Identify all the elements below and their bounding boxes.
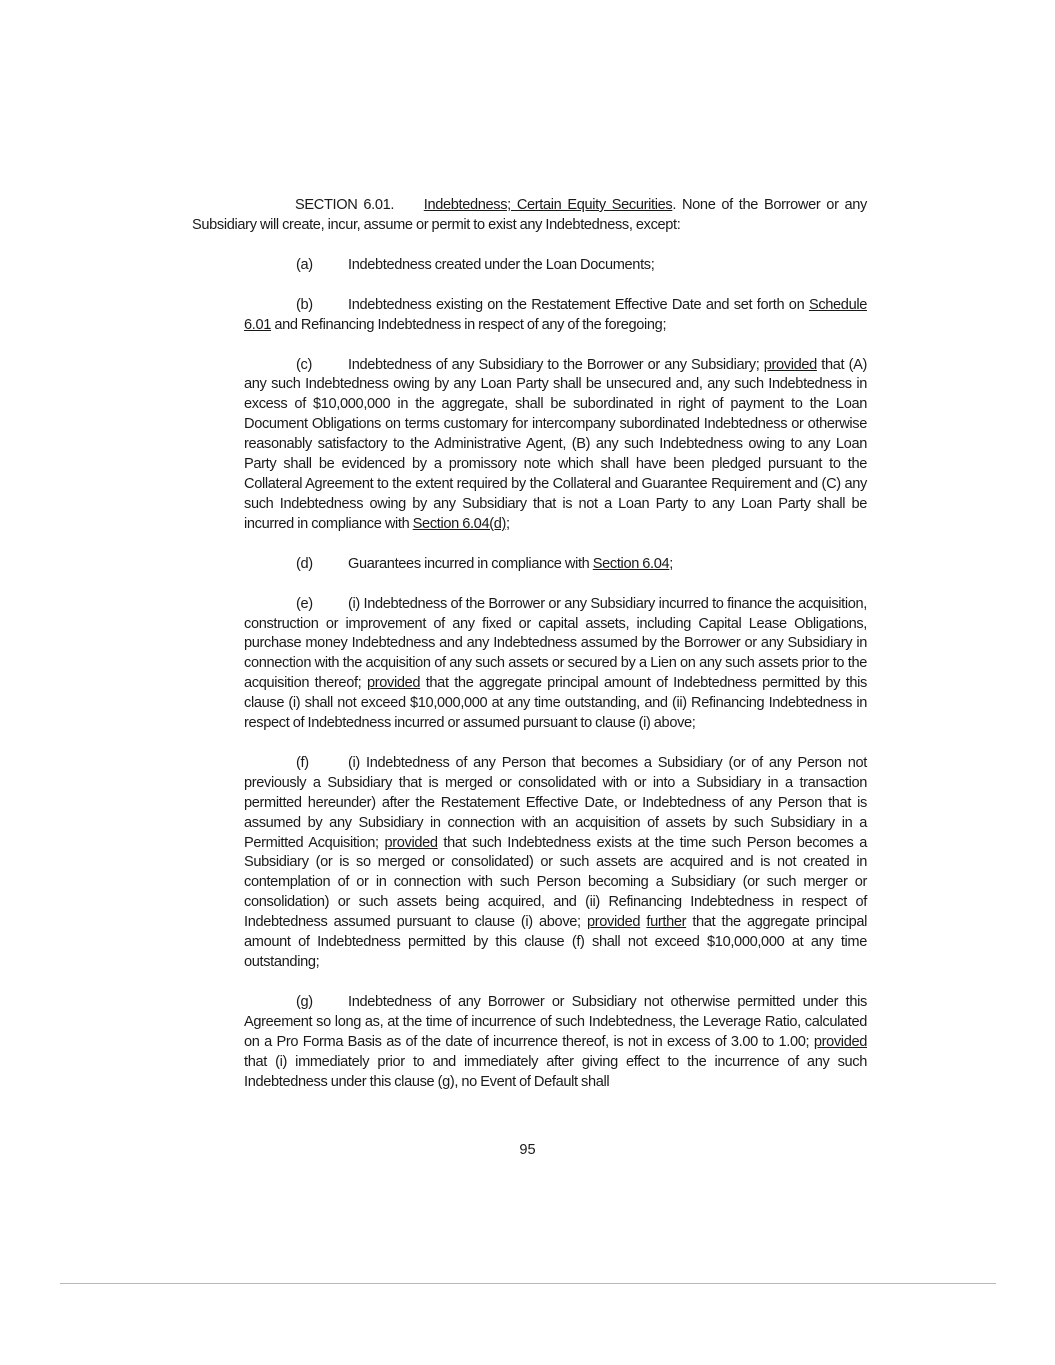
clause-f-label: (f) (296, 754, 309, 771)
section-intro: . None of the Borrower or any Subsidiary will create, incur, assume or permit to exist any Indebtedness, except: (192, 197, 867, 233)
clause-d-text-2: ; (669, 555, 674, 572)
clause-b-schedule-ref: Schedule 6.01 (244, 296, 867, 333)
clause-e-provided: provided (366, 675, 421, 692)
clause-e-text-1: (i) Indebtedness of the Borrower or any Subsidiary incurred to finance the acquisition, construction or improvement of any fixed or capital assets, including Capital Lease Obligations, purchase money Indebtedness and any Indebtedness assumed by the Borrower or any Subsidiary in connection with the acquisition of any such assets or secured by a Lien on any such assets prior to the acquisition thereof; (244, 595, 867, 692)
clause-c-section-ref: Section 6.04(d) (412, 515, 506, 532)
clause-g-text-2: that (i) immediately prior to and immediately after giving effect to the incurrence of any such Indebtedness under this clause (g), no Event of Default shall (244, 1053, 867, 1090)
clause-b (244, 296, 867, 336)
clause-f-text-1: (i) Indebtedness of any Person that becomes a Subsidiary (or of any Person not previously a Subsidiary that is merged or consolidated with or into a Subsidiary in a transaction permitted hereunder) after the Restatement Effective Date, or Indebtedness of any Person that is assumed by any Subsidiary in connection with an acquisition of assets by such Subsidiary in a Permitted Acquisition; (244, 754, 867, 851)
document-body (192, 196, 867, 1112)
clause-d (244, 555, 867, 575)
clause-c-text-3: ; (506, 515, 510, 532)
clause-b-text-2: and Refinancing Indebtedness in respect of any of the foregoing; (271, 316, 667, 333)
footer-divider (60, 1283, 996, 1284)
clause-c (244, 356, 867, 535)
clause-c-text-1: Indebtedness of any Subsidiary to the Borrower or any Subsidiary; (348, 356, 764, 373)
clause-b-label: (b) (296, 296, 313, 313)
clause-a (244, 256, 867, 276)
clause-g-label: (g) (296, 993, 313, 1010)
clause-a-label: (a) (296, 256, 313, 273)
clause-e (244, 595, 867, 734)
clause-g-text-1: Indebtedness of any Borrower or Subsidiary not otherwise permitted under this Agreement so long as, at the time of incurrence of such Indebtedness, the Leverage Ratio, calculated on a Pro Forma Basis as of the date of incurrence thereof, is not in excess of 3.00 to 1.00; (244, 993, 867, 1050)
clause-b-text-1: Indebtedness existing on the Restatement Effective Date and set forth on (348, 296, 809, 313)
clause-c-label: (c) (296, 356, 312, 373)
clause-f-provided-2: provided (586, 914, 641, 931)
clause-f (244, 754, 867, 973)
clause-d-label: (d) (296, 555, 313, 572)
clause-g (244, 993, 867, 1093)
section-title: Indebtedness; Certain Equity Securities (423, 197, 673, 213)
clause-d-section-ref: Section 6.04 (592, 555, 670, 572)
clause-f-text-4: that the aggregate principal amount of Indebtedness permitted by this clause (f) shall not exceed $10,000,000 at any time outstanding; (244, 914, 867, 970)
clause-c-provided: provided (763, 356, 817, 373)
clause-e-text-2: that the aggregate principal amount of Indebtedness permitted by this clause (i) shall not exceed $10,000,000 at any time outstanding, and (ii) Refinancing Indebtedness in respect of Indebtedness incurred or assumed pursuant to clause (i) above; (244, 675, 868, 732)
clause-e-label: (e) (296, 595, 313, 612)
clause-f-provided: provided (384, 834, 438, 851)
section-number: SECTION 6.01. (295, 197, 395, 213)
clause-c-text-2: that (A) any such Indebtedness owing by any Loan Party shall be unsecured and, any such Indebtedness in excess of $10,000,000 in the aggregate, shall be subordinated in right of payment to the Loan Document Obligations on terms customary for intercompany subordinated Indebtedness or otherwise reasonably satisfactory to the Administrative Agent, (B) any such Indebtedness owing to any Loan Party shall be evidenced by a promissory note which shall have been pledged pursuant to the Collateral Agreement to the extent required by the Collateral and Guarantee Requirement and (C) any such Indebtedness owing by any Subsidiary that is not a Loan Party to any Loan Party shall be incurred in compliance with (244, 356, 867, 532)
clause-f-text-2: that such Indebtedness exists at the time such Person becomes a Subsidiary (or is so merged or consolidated) or such assets are acquired and is not created in contemplation of or in connection with such Person becoming a Subsidiary (or such merger or consolidation) or such assets being acquired, and (ii) Refinancing Indebtedness in respect of Indebtedness assumed pursuant to clause (i) above; (244, 834, 867, 931)
page-number: 95 (519, 1142, 536, 1158)
section-heading-paragraph (192, 196, 867, 236)
clause-g-provided: provided (813, 1033, 867, 1050)
clause-f-further: further (646, 914, 687, 931)
clause-d-text-1: Guarantees incurred in compliance with (348, 555, 593, 572)
clause-a-text: Indebtedness created under the Loan Documents; (348, 256, 655, 273)
